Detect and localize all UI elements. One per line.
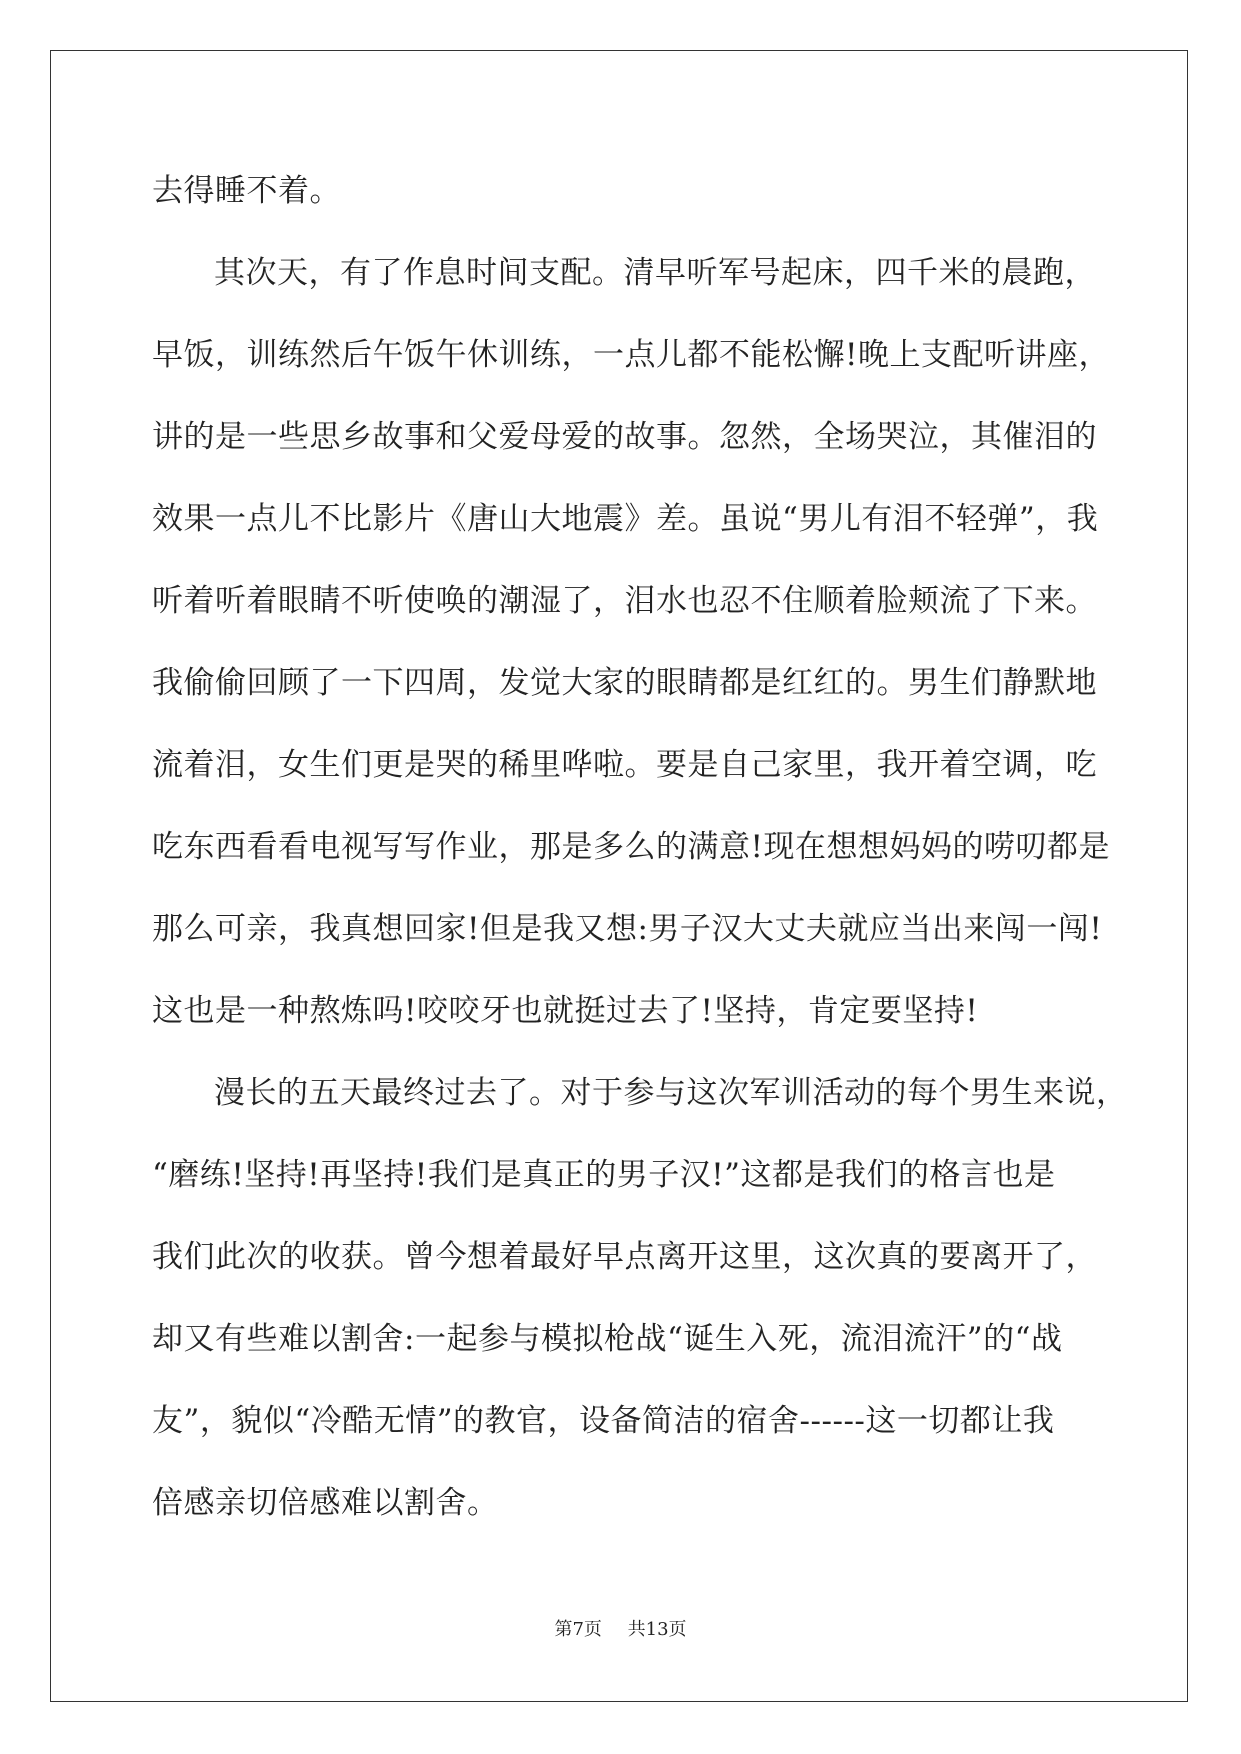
page-footer xyxy=(0,1615,1241,1641)
text-line: 听着听着眼睛不听使唤的潮湿了，泪水也忍不住顺着脸颊流了下来。 xyxy=(152,583,1097,619)
text-line: 我偷偷回顾了一下四周，发觉大家的眼睛都是红红的。男生们静默地 xyxy=(152,665,1097,701)
page-total: 共13页 xyxy=(627,1619,687,1640)
text-line: 我们此次的收获。曾今想着最好早点离开这里，这次真的要离开了， xyxy=(152,1239,1097,1275)
text-line: “磨练!坚持!再坚持!我们是真正的男子汉!”这都是我们的格言也是 xyxy=(152,1157,1056,1193)
text-line: 友”，貌似“冷酷无情”的教官，设备简洁的宿舍------这一切都让我 xyxy=(152,1403,1055,1439)
text-line: 早饭，训练然后午饭午休训练，一点儿都不能松懈!晚上支配听讲座， xyxy=(152,337,1110,373)
text-line: 却又有些难以割舍:一起参与模拟枪战“诞生入死，流泪流汗”的“战 xyxy=(152,1321,1063,1357)
page-number: 第7页 xyxy=(554,1619,602,1640)
document-body xyxy=(152,150,1128,1544)
text-line: 去得睡不着。 xyxy=(152,173,341,209)
paragraph-start-line: 其次天，有了作息时间支配。清早听军号起床，四千米的晨跑， xyxy=(214,255,1096,291)
text-line: 流着泪，女生们更是哭的稀里哗啦。要是自己家里，我开着空调，吃 xyxy=(152,747,1097,783)
text-line: 吃东西看看电视写写作业，那是多么的满意!现在想想妈妈的唠叨都是 xyxy=(152,829,1110,865)
text-line: 讲的是一些思乡故事和父爱母爱的故事。忽然，全场哭泣，其催泪的 xyxy=(152,419,1097,455)
paragraph-start-line: 漫长的五天最终过去了。对于参与这次军训活动的每个男生来说， xyxy=(214,1075,1128,1111)
text-line: 那么可亲，我真想回家!但是我又想:男子汉大丈夫就应当出来闯一闯! xyxy=(152,911,1103,947)
text-line: 这也是一种熬炼吗!咬咬牙也就挺过去了!坚持，肯定要坚持! xyxy=(152,993,979,1029)
text-line: 效果一点儿不比影片《唐山大地震》差。虽说“男儿有泪不轻弹”，我 xyxy=(152,501,1099,537)
text-line: 倍感亲切倍感难以割舍。 xyxy=(152,1485,499,1521)
